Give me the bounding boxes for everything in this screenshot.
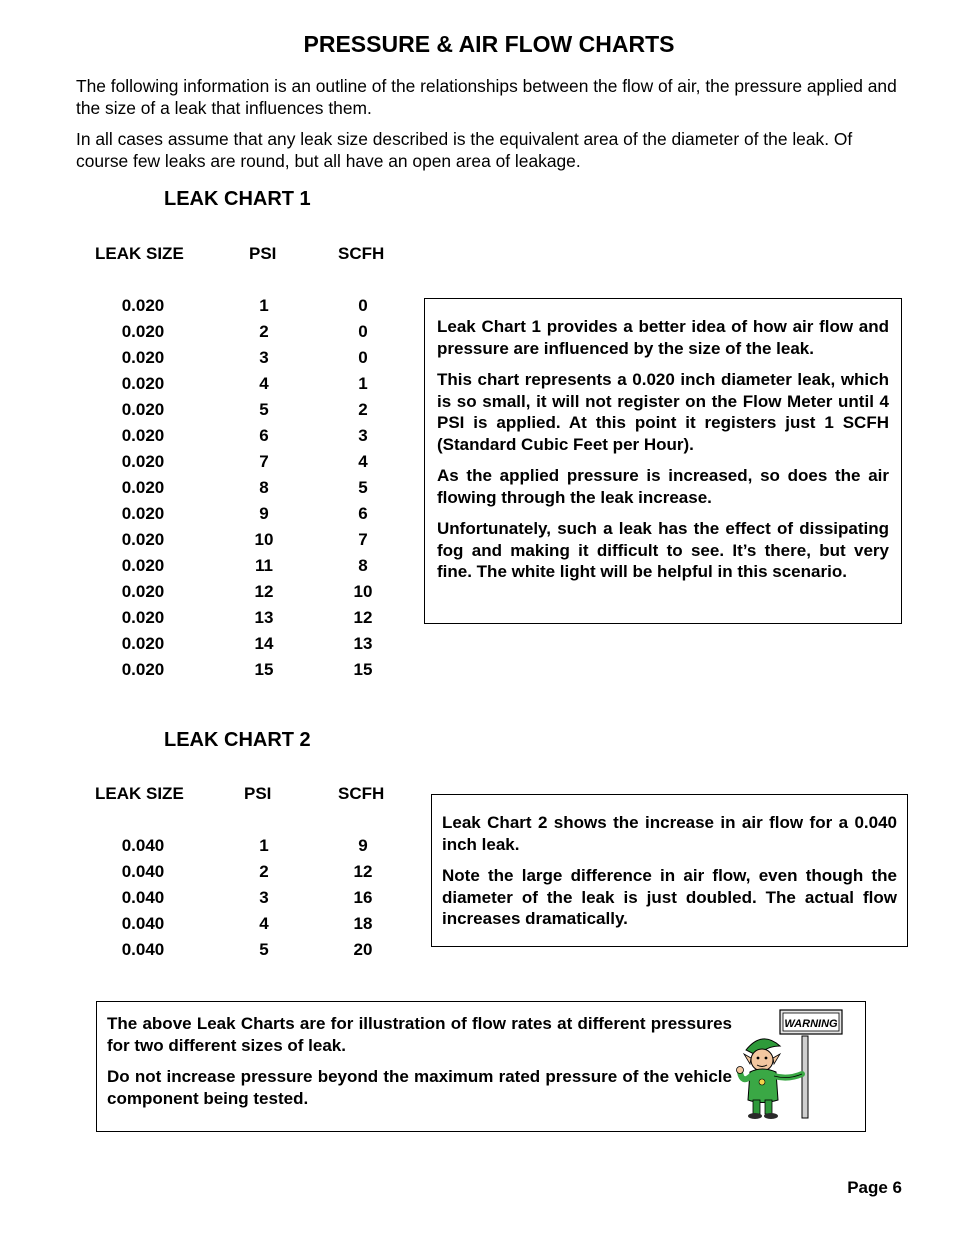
table-row	[0, 940, 400, 966]
intro-paragraph-1: The following information is an outline of the relationships between the flow of air, the pressure applied and the size of a leak that influences them.	[76, 76, 897, 118]
table-row	[0, 478, 400, 504]
cell-psi: 1	[259, 296, 269, 315]
table-row	[0, 530, 400, 556]
cell-leak-size: 0.020	[121, 374, 165, 393]
cell-scfh: 6	[358, 504, 368, 523]
cell-leak-size: 0.020	[121, 296, 165, 315]
cell-psi: 15	[254, 660, 274, 679]
cell-psi: 2	[259, 862, 269, 881]
table-row	[0, 556, 400, 582]
cell-leak-size: 0.020	[121, 634, 165, 653]
leak-chart-2-heading: LEAK CHART 2	[164, 729, 311, 751]
chart2-note-paragraph: Note the large difference in air flow, even though the diameter of the leak is just doubled. The actual flow increases dramatically.	[442, 866, 897, 928]
cell-psi: 1	[259, 836, 269, 855]
cell-leak-size: 0.020	[121, 400, 165, 419]
table-row	[0, 888, 400, 914]
cell-scfh: 9	[358, 836, 368, 855]
cell-psi: 12	[254, 582, 274, 601]
chart2-col-scfh: SCFH	[338, 784, 385, 803]
table-row	[0, 836, 400, 862]
table-row	[0, 608, 400, 634]
cell-leak-size: 0.040	[121, 836, 165, 855]
chart1-col-psi: PSI	[249, 244, 277, 263]
table-row	[0, 452, 400, 478]
table-row	[0, 400, 400, 426]
cell-leak-size: 0.020	[121, 660, 165, 679]
cell-psi: 3	[259, 348, 269, 367]
cell-leak-size: 0.020	[121, 504, 165, 523]
cell-scfh: 18	[353, 914, 373, 933]
table-row	[0, 634, 400, 660]
leak-chart-1-heading: LEAK CHART 1	[164, 188, 311, 210]
cell-psi: 11	[255, 556, 273, 575]
table-row	[0, 862, 400, 888]
leak-chart-2-table	[0, 836, 400, 966]
page-number: Page 6	[847, 1178, 902, 1197]
cell-psi: 8	[259, 478, 269, 497]
cell-leak-size: 0.040	[121, 862, 165, 881]
cell-scfh: 10	[353, 582, 373, 601]
warning-mascot-icon	[736, 1006, 848, 1122]
page-title: PRESSURE & AIR FLOW CHARTS	[303, 31, 675, 57]
table-row	[0, 296, 400, 322]
table-row	[0, 374, 400, 400]
cell-scfh: 15	[353, 660, 373, 679]
chart2-col-leak-size: LEAK SIZE	[95, 784, 184, 803]
cell-leak-size: 0.020	[121, 322, 165, 341]
table-row	[0, 426, 400, 452]
cell-leak-size: 0.020	[121, 452, 165, 471]
cell-scfh: 2	[358, 400, 368, 419]
chart1-note-paragraph: Leak Chart 1 provides a better idea of how air flow and pressure are influenced by the size of the leak.	[437, 317, 889, 358]
leak-chart-2-note	[431, 794, 908, 947]
chart1-col-scfh: SCFH	[338, 244, 385, 263]
cell-scfh: 12	[353, 862, 373, 881]
cell-leak-size: 0.020	[121, 348, 165, 367]
cell-psi: 5	[259, 940, 269, 959]
leak-chart-1-note	[424, 298, 902, 624]
cell-leak-size: 0.020	[121, 478, 165, 497]
cell-scfh: 7	[358, 530, 368, 549]
chart1-note-paragraph: As the applied pressure is increased, so does the air flowing through the leak increase.	[437, 466, 889, 507]
cell-leak-size: 0.020	[121, 426, 165, 445]
cell-psi: 9	[259, 504, 269, 523]
cell-leak-size: 0.020	[121, 530, 165, 549]
table-row	[0, 504, 400, 530]
cell-scfh: 12	[353, 608, 373, 627]
cell-psi: 4	[259, 914, 269, 933]
cell-scfh: 1	[358, 374, 368, 393]
table-row	[0, 660, 400, 686]
warning-paragraph: Do not increase pressure beyond the maximum rated pressure of the vehicle component being tested.	[107, 1067, 732, 1108]
warning-paragraph: The above Leak Charts are for illustration of flow rates at different pressures for two different sizes of leak.	[107, 1014, 732, 1055]
cell-psi: 5	[259, 400, 269, 419]
cell-scfh: 20	[353, 940, 373, 959]
leak-chart-1-table	[0, 296, 400, 686]
intro-paragraph-2: In all cases assume that any leak size described is the equivalent area of the diameter of the leak. Of course few leaks are round, but all have an open area of leakage.	[76, 129, 853, 171]
cell-psi: 10	[254, 530, 274, 549]
cell-leak-size: 0.040	[121, 888, 165, 907]
cell-psi: 6	[259, 426, 269, 445]
cell-leak-size: 0.020	[121, 582, 165, 601]
cell-scfh: 4	[358, 452, 368, 471]
cell-psi: 2	[259, 322, 269, 341]
chart1-note-paragraph: Unfortunately, such a leak has the effect of dissipating fog and making it difficult to see. It’s there, but very fine. The white light will be helpful in this scenario.	[437, 519, 889, 581]
cell-psi: 4	[259, 374, 269, 393]
chart2-note-paragraph: Leak Chart 2 shows the increase in air flow for a 0.040 inch leak.	[442, 813, 897, 854]
cell-scfh: 16	[353, 888, 373, 907]
cell-scfh: 0	[358, 348, 368, 367]
cell-scfh: 3	[358, 426, 368, 445]
table-row	[0, 322, 400, 348]
chart2-col-psi: PSI	[244, 784, 272, 803]
cell-psi: 14	[254, 634, 274, 653]
table-row	[0, 582, 400, 608]
cell-leak-size: 0.020	[121, 556, 165, 575]
cell-scfh: 5	[358, 478, 368, 497]
cell-scfh: 0	[358, 296, 368, 315]
cell-leak-size: 0.040	[121, 914, 165, 933]
chart1-col-leak-size: LEAK SIZE	[95, 244, 184, 263]
cell-leak-size: 0.040	[121, 940, 165, 959]
table-row	[0, 914, 400, 940]
chart1-note-paragraph: This chart represents a 0.020 inch diameter leak, which is so small, it will not register on the Flow Meter until 4 PSI is applied. At this point it registers just 1 SCFH (Standard Cubic Feet per Hour).	[437, 370, 889, 454]
cell-scfh: 0	[358, 322, 368, 341]
cell-psi: 13	[254, 608, 274, 627]
cell-scfh: 13	[353, 634, 373, 653]
cell-leak-size: 0.020	[121, 608, 165, 627]
cell-psi: 7	[259, 452, 269, 471]
table-row	[0, 348, 400, 374]
cell-scfh: 8	[358, 556, 368, 575]
cell-psi: 3	[259, 888, 269, 907]
warning-sign-label: WARNING	[784, 1018, 838, 1030]
